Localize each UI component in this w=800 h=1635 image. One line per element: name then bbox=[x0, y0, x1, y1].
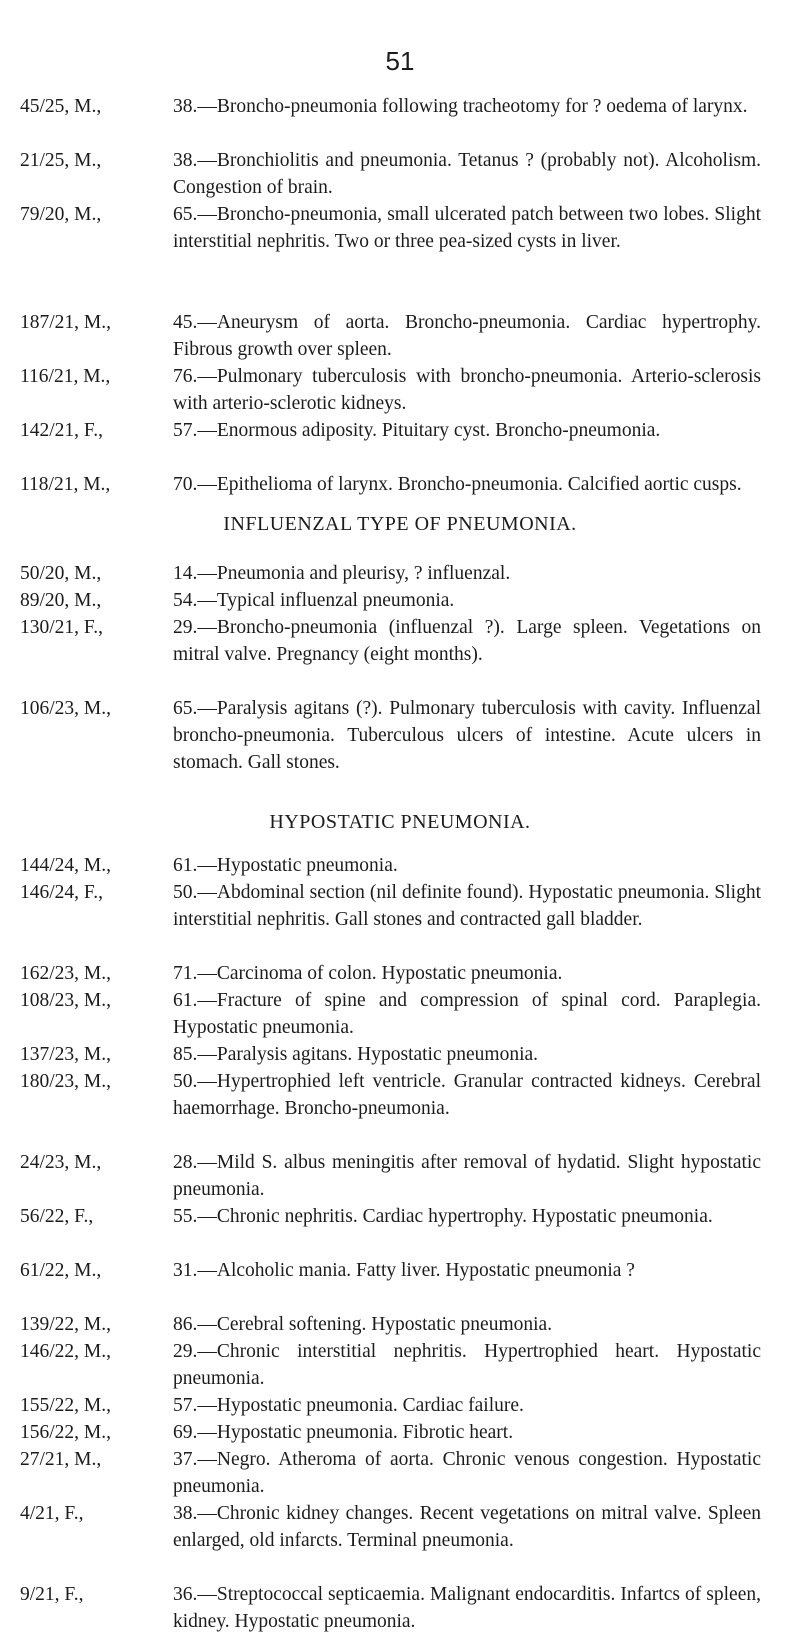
case-text: 76.—Pulmonary tuberculosis with broncho-pneumonia. Arterio-sclerosis with arterio-sclerotic kidneys. bbox=[173, 366, 761, 414]
case-id: 118/21, M., bbox=[20, 474, 111, 495]
case-entry bbox=[0, 560, 800, 587]
case-text: 69.—Hypostatic pneumonia. Fibrotic heart. bbox=[173, 1422, 514, 1443]
case-text: 37.—Negro. Atheroma of aorta. Chronic venous congestion. Hypostatic pneumonia. bbox=[173, 1449, 761, 1497]
page-number: 51 bbox=[385, 46, 415, 76]
case-entry bbox=[0, 879, 800, 960]
case-id: 89/20, M., bbox=[20, 590, 102, 611]
case-id: 142/21, F., bbox=[20, 420, 103, 441]
case-entry bbox=[0, 93, 800, 147]
case-id: 108/23, M., bbox=[20, 990, 112, 1011]
case-id: 45/25, M., bbox=[20, 96, 102, 117]
case-text: 54.—Typical influenzal pneumonia. bbox=[173, 590, 455, 611]
case-text: 38.—Bronchiolitis and pneumonia. Tetanus ? (probably not). Alcoholism. Congestion of brain. bbox=[173, 150, 761, 198]
case-entry bbox=[0, 309, 800, 363]
case-id: 50/20, M., bbox=[20, 563, 102, 584]
case-text: 28.—Mild S. albus meningitis after removal of hydatid. Slight hypostatic pneumonia. bbox=[173, 1152, 761, 1200]
case-id: 155/22, M., bbox=[20, 1395, 112, 1416]
case-id: 144/24, M., bbox=[20, 855, 112, 876]
case-text: 65.—Paralysis agitans (?). Pulmonary tuberculosis with cavity. Influenzal broncho-pneumonia. Tuberculous ulcers of intestine. Acute ulcers in stomach. Gall stones. bbox=[173, 698, 761, 773]
case-text: 50.—Hypertrophied left ventricle. Granular contracted kidneys. Cerebral haemorrhage. Broncho-pneumonia. bbox=[173, 1071, 761, 1119]
case-entry bbox=[0, 587, 800, 614]
case-text: 38.—Chronic kidney changes. Recent vegetations on mitral valve. Spleen enlarged, old infarcts. Terminal pneumonia. bbox=[173, 1503, 761, 1551]
case-text: 85.—Paralysis agitans. Hypostatic pneumonia. bbox=[173, 1044, 539, 1065]
case-entry bbox=[0, 1203, 800, 1257]
case-entry bbox=[0, 695, 800, 803]
case-text: 61.—Fracture of spine and compression of spinal cord. Paraplegia. Hypostatic pneumonia. bbox=[173, 990, 761, 1038]
case-entry bbox=[0, 1338, 800, 1392]
case-entry bbox=[0, 1446, 800, 1500]
case-entry bbox=[0, 1392, 800, 1419]
section-influenzal bbox=[0, 560, 800, 803]
case-entry bbox=[0, 201, 800, 309]
section-heading-influenzal: INFLUENZAL TYPE OF PNEUMONIA. bbox=[223, 513, 577, 535]
case-id: 146/22, M., bbox=[20, 1341, 112, 1362]
case-id: 24/23, M., bbox=[20, 1152, 102, 1173]
case-id: 130/21, F., bbox=[20, 617, 103, 638]
case-text: 86.—Cerebral softening. Hypostatic pneumonia. bbox=[173, 1314, 553, 1335]
case-id: 79/20, M., bbox=[20, 204, 102, 225]
case-id: 4/21, F., bbox=[20, 1503, 84, 1524]
case-id: 9/21, F., bbox=[20, 1584, 84, 1605]
case-text: 31.—Alcoholic mania. Fatty liver. Hypostatic pneumonia ? bbox=[173, 1260, 635, 1281]
case-text: 29.—Chronic interstitial nephritis. Hypertrophied heart. Hypostatic pneumonia. bbox=[173, 1341, 761, 1389]
case-id: 61/22, M., bbox=[20, 1260, 102, 1281]
case-text: 70.—Epithelioma of larynx. Broncho-pneumonia. Calcified aortic cusps. bbox=[173, 474, 742, 495]
case-id: 137/23, M., bbox=[20, 1044, 112, 1065]
case-text: 14.—Pneumonia and pleurisy, ? influenzal. bbox=[173, 563, 511, 584]
case-entry bbox=[0, 960, 800, 987]
case-entry bbox=[0, 852, 800, 879]
case-text: 45.—Aneurysm of aorta. Broncho-pneumonia. Cardiac hypertrophy. Fibrous growth over spleen. bbox=[173, 312, 761, 360]
case-entry bbox=[0, 363, 800, 417]
case-id: 27/21, M., bbox=[20, 1449, 102, 1470]
case-entry bbox=[0, 417, 800, 471]
section-hypostatic bbox=[0, 852, 800, 1635]
case-entry bbox=[0, 1581, 800, 1635]
case-id: 187/21, M., bbox=[20, 312, 112, 333]
case-text: 71.—Carcinoma of colon. Hypostatic pneumonia. bbox=[173, 963, 563, 984]
case-entry bbox=[0, 1041, 800, 1068]
case-entry bbox=[0, 987, 800, 1041]
case-id: 146/24, F., bbox=[20, 882, 103, 903]
case-id: 156/22, M., bbox=[20, 1422, 112, 1443]
section-bronchopneumonia bbox=[0, 93, 800, 525]
case-entry bbox=[0, 147, 800, 201]
case-entry bbox=[0, 1149, 800, 1203]
case-text: 57.—Hypostatic pneumonia. Cardiac failure. bbox=[173, 1395, 524, 1416]
case-id: 106/23, M., bbox=[20, 698, 112, 719]
case-id: 116/21, M., bbox=[20, 366, 111, 387]
case-id: 180/23, M., bbox=[20, 1071, 112, 1092]
case-text: 36.—Streptococcal septicaemia. Malignant endocarditis. Infartcs of spleen, kidney. Hypostatic pneumonia. bbox=[173, 1584, 761, 1632]
case-entry bbox=[0, 1257, 800, 1311]
case-text: 29.—Broncho-pneumonia (influenzal ?). Large spleen. Vegetations on mitral valve. Pregnancy (eight months). bbox=[173, 617, 761, 665]
case-text: 57.—Enormous adiposity. Pituitary cyst. Broncho-pneumonia. bbox=[173, 420, 661, 441]
case-entry bbox=[0, 1419, 800, 1446]
case-entry bbox=[0, 614, 800, 695]
case-id: 21/25, M., bbox=[20, 150, 102, 171]
case-text: 50.—Abdominal section (nil definite found). Hypostatic pneumonia. Slight interstitial nephritis. Gall stones and contracted gall bladder. bbox=[173, 882, 761, 930]
case-entry bbox=[0, 1068, 800, 1149]
case-entry bbox=[0, 1500, 800, 1581]
case-id: 162/23, M., bbox=[20, 963, 112, 984]
section-heading-hypostatic: HYPOSTATIC PNEUMONIA. bbox=[269, 811, 531, 833]
case-entry bbox=[0, 1311, 800, 1338]
case-text: 55.—Chronic nephritis. Cardiac hypertrophy. Hypostatic pneumonia. bbox=[173, 1206, 713, 1227]
case-text: 61.—Hypostatic pneumonia. bbox=[173, 855, 398, 876]
case-id: 56/22, F., bbox=[20, 1206, 94, 1227]
case-id: 139/22, M., bbox=[20, 1314, 112, 1335]
case-text: 65.—Broncho-pneumonia, small ulcerated patch between two lobes. Slight interstitial nephritis. Two or three pea-sized cysts in liver. bbox=[173, 204, 761, 252]
case-text: 38.—Broncho-pneumonia following tracheotomy for ? oedema of larynx. bbox=[173, 96, 748, 117]
